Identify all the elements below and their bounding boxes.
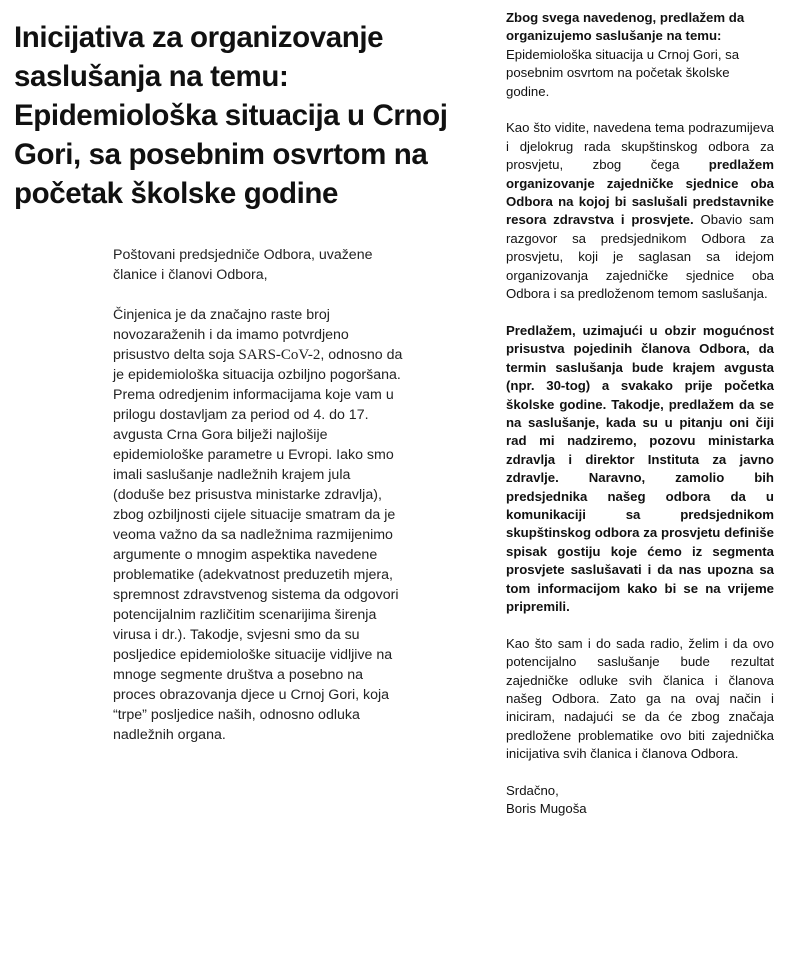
virus-name: SARS-CoV-2 bbox=[238, 347, 321, 363]
closing-block bbox=[506, 782, 774, 819]
signature-name: Boris Mugoša bbox=[506, 801, 587, 817]
closing-salutation: Srdačno, bbox=[506, 783, 559, 798]
scope-paragraph bbox=[506, 119, 774, 303]
right-column bbox=[506, 9, 774, 819]
document-title: Inicijativa za organizovanje saslušanja na temu: Epidemiološka situacija u Crnoj Gori, sa posebnim osvrtom na početak školske godine bbox=[14, 21, 448, 210]
scope-text-rest: Obavio sam razgovor sa predsjednikom Odbora za prosvjetu, koji je saglasan sa idejom organizovanja zajedničke sjednice oba Odbora i sa predloženom temom saslušanja. bbox=[506, 212, 775, 302]
greeting-paragraph: Poštovani predsjedniče Odbora, uvažene članice i članovi Odbora, bbox=[113, 247, 373, 283]
left-body bbox=[113, 245, 403, 745]
scope-text-start: Kao što vidite, navedena tema podrazumijeva i djelokrug rada skupštinskog odbora za prosvjetu, zbog čega bbox=[506, 120, 774, 173]
situation-text-rest: , odnosno da je epidemiološka situacija ozbiljno pogoršana. Prema odredjenim informacijama koje vam u prilogu dostavljam za period od 4. do 17. avgusta Crna Gora bilježi najlošije epidemiološke parametre u Evropi. Iako smo imali saslušanje nadležnih krajem jula (doduše bez prisustva ministarke zdravlja), zbog ozbiljnosti cijele situacije smatram da je veoma važno da sa nadležnima razmijenimo argumente o mnogim aspektika navedene problematike (adekvatnost preduzetih mjera, spremnost zdravstvenog sistema da odgovori potencijalnim različitim scenarijima širenja virusa i dr.). Takodje, svjesni smo da su posljedice epidemiološke situacije vidljive na mnoge segmente društva a posebno na proces obrazovanja djece u Crnoj Gori, koja “trpe” posljedice naših, odnosno odluka nadležnih organa. bbox=[113, 347, 403, 743]
hearing-date-paragraph bbox=[506, 322, 774, 617]
joint-decision-paragraph: Kao što sam i do sada radio, želim i da ovo potencijalno saslušanje bude rezultat zajedničke odluke svih članica i članova našeg Odbora. Zato ga na ovaj način i iniciram, nadajući se da će zbog značaja predložene problematike ovo biti zajednička inicijativa svih članica i članova Odbora. bbox=[506, 635, 774, 762]
proposal-topic: Epidemiološka situacija u Crnoj Gori, sa posebnim osvrtom na početak školske godine. bbox=[506, 46, 740, 99]
proposal-intro-paragraph bbox=[506, 9, 774, 101]
hearing-date-text: Predlažem, uzimajući u obzir mogućnost prisustva pojedinih članova Odbora, da termin saslušanja bude krajem avgusta (npr. 30-tog) a svakako prije početka školske godine. Takodje, predlažem da se na saslušanje, kada su u pitanju oni čiji rad mi nadziremo, pozovu ministarka zdravlja i direktor Instituta za javno zdravlje. Naravno, zamolio bih predsjednika našeg odbora da u komunikaciji sa predsjednikom skupštinskog odbora za prosvjetu definiše spisak gostiju koje ćemo iz segmenta prosvjete saslušavati i da nas upozna sa tom informacijom kako bi se na vrijeme pripremili. bbox=[506, 322, 774, 614]
situation-text-start: Činjenica je da značajno raste broj novozaraženih i da imamo potvrdjeno prisustvo delta soja bbox=[113, 307, 349, 363]
situation-paragraph bbox=[113, 305, 403, 745]
proposal-intro-bold: Zbog svega navedenog, predlažem da organizujemo saslušanje na temu: bbox=[506, 10, 745, 44]
joint-session-proposal: predlažem organizovanje zajedničke sjednice oba Odbora na kojoj bi saslušali predstavnike resora zdravstva i prosvjete. bbox=[506, 157, 774, 228]
